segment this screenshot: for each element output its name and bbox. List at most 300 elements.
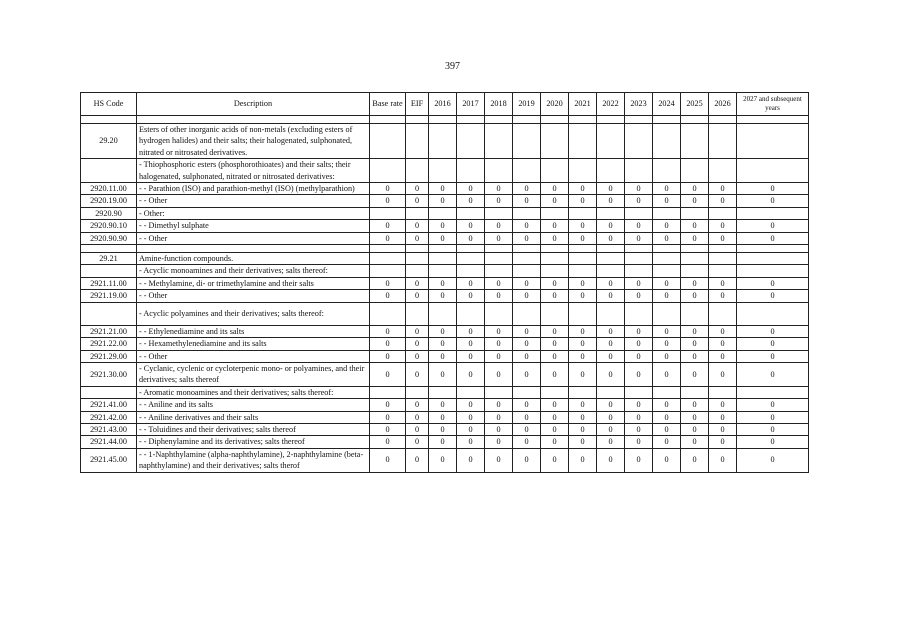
hs-code-cell: 2921.29.00: [81, 350, 137, 362]
rate-cell: [485, 265, 513, 277]
hs-code-cell: 29.20: [81, 124, 137, 159]
rate-cell: 0: [485, 232, 513, 244]
rate-cell: [597, 159, 625, 183]
rate-cell: 0: [541, 183, 569, 195]
rate-cell: 0: [370, 448, 406, 472]
rate-cell: [457, 207, 485, 219]
rate-cell: [370, 253, 406, 265]
rate-cell: [406, 253, 429, 265]
hs-code-cell: 29.21: [81, 253, 137, 265]
rate-cell: 0: [653, 411, 681, 423]
description-cell: - Acyclic monoamines and their derivatives; salts thereof:: [137, 265, 370, 277]
rate-cell: [625, 386, 653, 398]
rate-cell: 0: [569, 448, 597, 472]
rate-cell: 0: [406, 399, 429, 411]
description-cell: - - Aniline derivatives and their salts: [137, 411, 370, 423]
rate-cell: 0: [457, 277, 485, 289]
rate-cell: 0: [406, 325, 429, 337]
table-row: [81, 232, 809, 244]
rate-cell: [737, 245, 809, 253]
rate-cell: 0: [406, 448, 429, 472]
rate-cell: 0: [597, 448, 625, 472]
table-row: [81, 290, 809, 302]
rate-cell: 0: [370, 362, 406, 386]
rate-cell: 0: [737, 399, 809, 411]
rate-cell: 0: [625, 195, 653, 207]
rate-cell: 0: [569, 183, 597, 195]
rate-cell: 0: [541, 290, 569, 302]
hs-code-cell: [81, 159, 137, 183]
rate-cell: 0: [541, 399, 569, 411]
table-row: [81, 411, 809, 423]
rate-cell: 0: [653, 183, 681, 195]
rate-cell: 0: [737, 277, 809, 289]
rate-cell: [709, 159, 737, 183]
rate-cell: [625, 245, 653, 253]
rate-cell: 0: [625, 338, 653, 350]
rate-cell: 0: [737, 411, 809, 423]
rate-cell: 0: [370, 290, 406, 302]
rate-cell: 0: [513, 436, 541, 448]
rate-cell: 0: [406, 350, 429, 362]
description-cell: - - Other: [137, 232, 370, 244]
rate-cell: 0: [625, 232, 653, 244]
rate-cell: 0: [370, 350, 406, 362]
description-cell: - Aromatic monoamines and their derivatives; salts thereof:: [137, 386, 370, 398]
column-header: 2023: [625, 93, 653, 116]
rate-cell: 0: [737, 338, 809, 350]
rate-cell: 0: [457, 448, 485, 472]
rate-cell: 0: [597, 411, 625, 423]
rate-cell: 0: [681, 399, 709, 411]
rate-cell: 0: [597, 195, 625, 207]
rate-cell: 0: [709, 423, 737, 435]
rate-cell: 0: [653, 436, 681, 448]
column-header: 2021: [569, 93, 597, 116]
page-number: 397: [445, 61, 460, 72]
hs-code-cell: 2920.90: [81, 207, 137, 219]
rate-cell: [457, 159, 485, 183]
hs-code-cell: [81, 386, 137, 398]
column-header: 2024: [653, 93, 681, 116]
rate-cell: 0: [569, 436, 597, 448]
table-row: [81, 350, 809, 362]
rate-cell: [569, 302, 597, 325]
rate-cell: [681, 159, 709, 183]
rate-cell: [653, 302, 681, 325]
hs-code-cell: [81, 245, 137, 253]
rate-cell: 0: [513, 232, 541, 244]
rate-cell: [737, 207, 809, 219]
rate-cell: 0: [541, 325, 569, 337]
rate-cell: 0: [485, 423, 513, 435]
rate-cell: 0: [625, 362, 653, 386]
table-row: [81, 253, 809, 265]
rate-cell: [653, 386, 681, 398]
rate-cell: 0: [569, 277, 597, 289]
rate-cell: 0: [429, 399, 457, 411]
rate-cell: 0: [457, 436, 485, 448]
rate-cell: [653, 253, 681, 265]
rate-cell: 0: [429, 338, 457, 350]
spacer-row: [81, 116, 809, 124]
table-row: [81, 124, 809, 159]
rate-cell: 0: [681, 350, 709, 362]
rate-cell: [370, 207, 406, 219]
rate-cell: [709, 116, 737, 124]
rate-cell: [406, 116, 429, 124]
rate-cell: [370, 302, 406, 325]
description-cell: - - Parathion (ISO) and parathion-methyl (ISO) (methylparathion): [137, 183, 370, 195]
rate-cell: [597, 245, 625, 253]
column-header: 2018: [485, 93, 513, 116]
rate-cell: [513, 207, 541, 219]
rate-cell: [541, 265, 569, 277]
rate-cell: 0: [485, 448, 513, 472]
rate-cell: 0: [541, 411, 569, 423]
description-cell: - Thiophosphoric esters (phosphorothioates) and their salts; their halogenated, sulphonated, nitrated or nitrosated derivatives:: [137, 159, 370, 183]
description-cell: Esters of other inorganic acids of non-metals (excluding esters of hydrogen halides) and their salts; their halogenated, sulphonated, nitrated or nitrosated derivatives.: [137, 124, 370, 159]
rate-cell: 0: [429, 290, 457, 302]
rate-cell: [406, 124, 429, 159]
rate-cell: [429, 207, 457, 219]
rate-cell: 0: [653, 277, 681, 289]
rate-cell: [681, 124, 709, 159]
rate-cell: 0: [597, 423, 625, 435]
rate-cell: 0: [429, 325, 457, 337]
rate-cell: 0: [653, 232, 681, 244]
description-cell: - - Aniline and its salts: [137, 399, 370, 411]
description-cell: [137, 245, 370, 253]
column-header: 2017: [457, 93, 485, 116]
rate-cell: 0: [681, 338, 709, 350]
table-row: [81, 362, 809, 386]
rate-cell: [737, 386, 809, 398]
rate-cell: [485, 159, 513, 183]
rate-cell: [569, 207, 597, 219]
rate-cell: [653, 265, 681, 277]
rate-cell: 0: [429, 220, 457, 232]
rate-cell: 0: [485, 325, 513, 337]
rate-cell: 0: [429, 232, 457, 244]
rate-cell: 0: [513, 350, 541, 362]
rate-cell: [625, 265, 653, 277]
rate-cell: [513, 245, 541, 253]
rate-cell: [457, 124, 485, 159]
column-header: EIF: [406, 93, 429, 116]
table-row: [81, 159, 809, 183]
rate-cell: 0: [485, 338, 513, 350]
rate-cell: 0: [681, 362, 709, 386]
tariff-schedule-table: [80, 92, 809, 473]
rate-cell: 0: [625, 290, 653, 302]
rate-cell: [485, 253, 513, 265]
description-cell: Amine-function compounds.: [137, 253, 370, 265]
rate-cell: [737, 302, 809, 325]
rate-cell: 0: [541, 423, 569, 435]
rate-cell: 0: [513, 277, 541, 289]
rate-cell: [681, 116, 709, 124]
rate-cell: 0: [681, 183, 709, 195]
rate-cell: 0: [597, 290, 625, 302]
rate-cell: [429, 265, 457, 277]
rate-cell: 0: [625, 436, 653, 448]
hs-code-cell: 2921.44.00: [81, 436, 137, 448]
rate-cell: 0: [625, 448, 653, 472]
rate-cell: 0: [597, 338, 625, 350]
hs-code-cell: 2920.11.00: [81, 183, 137, 195]
rate-cell: 0: [709, 183, 737, 195]
rate-cell: 0: [457, 183, 485, 195]
rate-cell: 0: [653, 325, 681, 337]
table-header-row: [81, 93, 809, 116]
rate-cell: 0: [370, 411, 406, 423]
column-header: 2016: [429, 93, 457, 116]
description-cell: - Other:: [137, 207, 370, 219]
rate-cell: [370, 159, 406, 183]
hs-code-cell: [81, 302, 137, 325]
rate-cell: [370, 116, 406, 124]
rate-cell: 0: [681, 290, 709, 302]
rate-cell: [457, 245, 485, 253]
hs-code-cell: 2920.90.90: [81, 232, 137, 244]
rate-cell: [681, 265, 709, 277]
rate-cell: 0: [485, 277, 513, 289]
rate-cell: 0: [429, 277, 457, 289]
rate-cell: 0: [737, 448, 809, 472]
rate-cell: 0: [457, 338, 485, 350]
description-cell: - - Toluidines and their derivatives; salts thereof: [137, 423, 370, 435]
table-row: [81, 399, 809, 411]
rate-cell: 0: [370, 220, 406, 232]
rate-cell: 0: [406, 277, 429, 289]
rate-cell: 0: [457, 232, 485, 244]
rate-cell: [597, 253, 625, 265]
description-cell: - - Dimethyl sulphate: [137, 220, 370, 232]
rate-cell: 0: [406, 338, 429, 350]
rate-cell: [485, 302, 513, 325]
rate-cell: [569, 116, 597, 124]
rate-cell: 0: [485, 290, 513, 302]
rate-cell: 0: [429, 411, 457, 423]
table-row: [81, 183, 809, 195]
rate-cell: [541, 124, 569, 159]
rate-cell: 0: [406, 411, 429, 423]
description-cell: - - Other: [137, 350, 370, 362]
table-row: [81, 302, 809, 325]
rate-cell: [569, 245, 597, 253]
rate-cell: [370, 386, 406, 398]
description-cell: - - Diphenylamine and its derivatives; salts thereof: [137, 436, 370, 448]
rate-cell: 0: [541, 195, 569, 207]
rate-cell: 0: [429, 423, 457, 435]
rate-cell: 0: [653, 338, 681, 350]
rate-cell: 0: [737, 423, 809, 435]
rate-cell: [370, 245, 406, 253]
rate-cell: [653, 116, 681, 124]
rate-cell: 0: [597, 277, 625, 289]
rate-cell: 0: [625, 220, 653, 232]
rate-cell: [625, 124, 653, 159]
rate-cell: [541, 253, 569, 265]
rate-cell: 0: [653, 195, 681, 207]
rate-cell: [406, 386, 429, 398]
rate-cell: [370, 265, 406, 277]
rate-cell: 0: [513, 220, 541, 232]
rate-cell: 0: [541, 350, 569, 362]
table-row: [81, 325, 809, 337]
rate-cell: [681, 253, 709, 265]
rate-cell: 0: [709, 448, 737, 472]
rate-cell: 0: [429, 448, 457, 472]
rate-cell: 0: [709, 232, 737, 244]
rate-cell: 0: [681, 277, 709, 289]
rate-cell: 0: [370, 436, 406, 448]
rate-cell: 0: [370, 183, 406, 195]
rate-cell: [597, 386, 625, 398]
rate-cell: [597, 265, 625, 277]
rate-cell: [457, 265, 485, 277]
description-cell: - - Hexamethylenediamine and its salts: [137, 338, 370, 350]
rate-cell: 0: [513, 399, 541, 411]
rate-cell: [485, 124, 513, 159]
rate-cell: 0: [370, 277, 406, 289]
rate-cell: [370, 124, 406, 159]
rate-cell: [541, 207, 569, 219]
rate-cell: 0: [406, 232, 429, 244]
rate-cell: 0: [406, 183, 429, 195]
rate-cell: [485, 116, 513, 124]
rate-cell: [457, 253, 485, 265]
table-body: [81, 116, 809, 473]
rate-cell: 0: [709, 195, 737, 207]
rate-cell: [513, 265, 541, 277]
rate-cell: [513, 302, 541, 325]
description-cell: - Acyclic polyamines and their derivatives; salts thereof:: [137, 302, 370, 325]
table-row: [81, 386, 809, 398]
rate-cell: 0: [513, 423, 541, 435]
rate-cell: 0: [597, 220, 625, 232]
rate-cell: 0: [625, 350, 653, 362]
rate-cell: [406, 265, 429, 277]
rate-cell: 0: [625, 325, 653, 337]
hs-code-cell: 2921.11.00: [81, 277, 137, 289]
table-row: [81, 423, 809, 435]
rate-cell: [709, 253, 737, 265]
rate-cell: 0: [370, 232, 406, 244]
rate-cell: [653, 124, 681, 159]
rate-cell: 0: [569, 232, 597, 244]
rate-cell: 0: [513, 325, 541, 337]
rate-cell: [737, 253, 809, 265]
rate-cell: 0: [569, 338, 597, 350]
rate-cell: 0: [541, 338, 569, 350]
rate-cell: [709, 386, 737, 398]
table-row: [81, 277, 809, 289]
rate-cell: [541, 302, 569, 325]
rate-cell: 0: [709, 338, 737, 350]
table-row: [81, 338, 809, 350]
rate-cell: [709, 302, 737, 325]
rate-cell: [513, 124, 541, 159]
rate-cell: 0: [597, 399, 625, 411]
rate-cell: 0: [737, 232, 809, 244]
rate-cell: 0: [737, 350, 809, 362]
rate-cell: [709, 245, 737, 253]
rate-cell: 0: [569, 325, 597, 337]
rate-cell: 0: [541, 232, 569, 244]
rate-cell: 0: [485, 362, 513, 386]
rate-cell: 0: [485, 183, 513, 195]
rate-cell: [569, 265, 597, 277]
rate-cell: 0: [370, 195, 406, 207]
rate-cell: 0: [653, 399, 681, 411]
hs-code-cell: 2921.42.00: [81, 411, 137, 423]
rate-cell: [513, 386, 541, 398]
rate-cell: 0: [406, 290, 429, 302]
rate-cell: [653, 207, 681, 219]
rate-cell: 0: [597, 183, 625, 195]
spacer-row: [81, 245, 809, 253]
rate-cell: [406, 159, 429, 183]
rate-cell: [709, 124, 737, 159]
rate-cell: [457, 302, 485, 325]
table-row: [81, 195, 809, 207]
rate-cell: 0: [709, 436, 737, 448]
rate-cell: 0: [541, 362, 569, 386]
rate-cell: 0: [429, 195, 457, 207]
column-header: 2027 and subsequent years: [737, 93, 809, 116]
rate-cell: 0: [513, 290, 541, 302]
rate-cell: 0: [569, 290, 597, 302]
rate-cell: 0: [653, 423, 681, 435]
rate-cell: [569, 159, 597, 183]
rate-cell: 0: [406, 362, 429, 386]
rate-cell: 0: [569, 423, 597, 435]
rate-cell: [625, 207, 653, 219]
rate-cell: 0: [457, 411, 485, 423]
rate-cell: 0: [370, 325, 406, 337]
description-cell: - - 1-Naphthylamine (alpha-naphthylamine), 2-naphthylamine (beta-naphthylamine) and their derivatives; salts therof: [137, 448, 370, 472]
rate-cell: [737, 159, 809, 183]
rate-cell: 0: [513, 195, 541, 207]
rate-cell: 0: [569, 195, 597, 207]
rate-cell: 0: [737, 325, 809, 337]
rate-cell: [681, 207, 709, 219]
rate-cell: 0: [709, 399, 737, 411]
rate-cell: [429, 386, 457, 398]
rate-cell: [681, 386, 709, 398]
rate-cell: 0: [406, 423, 429, 435]
rate-cell: 0: [485, 411, 513, 423]
rate-cell: 0: [370, 338, 406, 350]
rate-cell: 0: [653, 350, 681, 362]
column-header: HS Code: [81, 93, 137, 116]
hs-code-cell: 2921.22.00: [81, 338, 137, 350]
rate-cell: [681, 302, 709, 325]
rate-cell: 0: [370, 423, 406, 435]
rate-cell: 0: [625, 423, 653, 435]
rate-cell: [406, 207, 429, 219]
rate-cell: [406, 302, 429, 325]
rate-cell: [625, 116, 653, 124]
rate-cell: 0: [709, 220, 737, 232]
rate-cell: 0: [681, 448, 709, 472]
rate-cell: [569, 386, 597, 398]
rate-cell: 0: [653, 362, 681, 386]
rate-cell: [429, 302, 457, 325]
rate-cell: 0: [569, 411, 597, 423]
